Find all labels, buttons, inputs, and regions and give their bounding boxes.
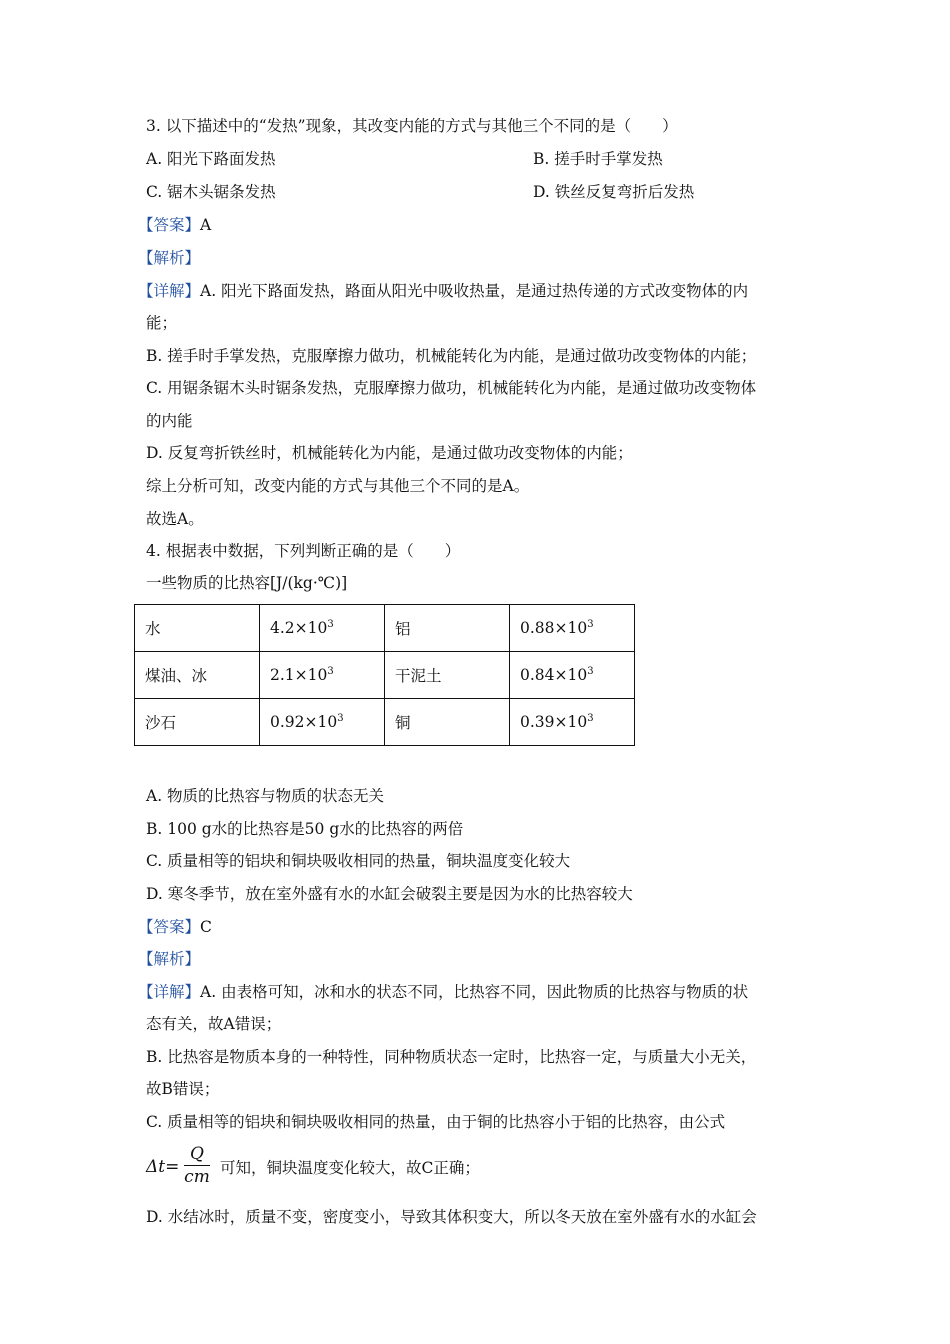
q3-detail-line-2: 能； — [146, 314, 178, 332]
table-cell: $0.39\times 10^3$ — [510, 699, 635, 746]
q4-answer — [138, 917, 212, 937]
table-cell: $2.1\times 10^3$ — [260, 652, 385, 699]
q4-stem: 4. 根据表中数据，下列判断正确的是（ ） — [146, 542, 461, 560]
q3-detail-line-6: D. 反复弯折铁丝时，机械能转化为内能，是通过做功改变物体的内能； — [146, 444, 633, 462]
table-cell: 干泥土 — [385, 652, 510, 699]
q3-analysis-tag: 【解析】 — [138, 249, 201, 267]
table-cell: $4.2\times 10^3$ — [260, 605, 385, 652]
q4-option-d: D. 寒冬季节，放在室外盛有水的水缸会破裂主要是因为水的比热容较大 — [146, 885, 633, 903]
table-cell: 铝 — [385, 605, 510, 652]
q4-table-caption: 一些物质的比热容[J/(kg·℃)] — [146, 574, 348, 592]
answer-value: A — [200, 216, 212, 234]
table-cell: 水 — [135, 605, 260, 652]
formula-numerator: Q — [190, 1144, 204, 1164]
table-row — [135, 652, 635, 699]
answer-tag: 【答案】 — [138, 918, 201, 936]
formula-denominator: cm — [184, 1167, 210, 1187]
q4-detail-line-1 — [138, 982, 748, 1002]
q4-option-b: B. 100 g水的比热容是50 g水的比热容的两倍 — [146, 820, 464, 838]
q3-detail-line-5: 的内能 — [146, 412, 193, 430]
q4-detail-line-5: C. 质量相等的铝块和铜块吸收相同的热量，由于铜的比热容小于铝的比热容，由公式 — [146, 1113, 726, 1131]
table-cell: $0.88\times 10^3$ — [510, 605, 635, 652]
table-cell: 沙石 — [135, 699, 260, 746]
q3-detail-line-7: 综上分析可知，改变内能的方式与其他三个不同的是A。 — [146, 477, 530, 495]
table-cell: $0.92\times 10^3$ — [260, 699, 385, 746]
q3-option-b: B. 搓手时手掌发热 — [533, 150, 663, 168]
detail-text: A. 由表格可知，冰和水的状态不同，比热容不同，因此物质的比热容与物质的状 — [200, 983, 749, 1001]
q3-detail-line-1 — [138, 281, 748, 301]
q4-option-c: C. 质量相等的铝块和铜块吸收相同的热量，铜块温度变化较大 — [146, 852, 571, 870]
table-cell: 铜 — [385, 699, 510, 746]
q3-detail-line-8: 故选A。 — [146, 510, 204, 528]
q3-option-c: C. 锯木头锯条发热 — [146, 183, 276, 201]
table-cell: $0.84\times 10^3$ — [510, 652, 635, 699]
q3-stem: 3. 以下描述中的“发热”现象，其改变内能的方式与其他三个不同的是（ ） — [146, 117, 678, 135]
delta-t-formula — [146, 1144, 216, 1188]
q4-detail-line-7: D. 水结冰时，质量不变，密度变小，导致其体积变大，所以冬天放在室外盛有水的水缸会 — [146, 1208, 757, 1226]
detail-tag: 【详解】 — [138, 983, 201, 1001]
q3-option-d: D. 铁丝反复弯折后发热 — [533, 183, 695, 201]
q4-detail-line-2: 态有关，故A错误； — [146, 1015, 282, 1033]
table-row — [135, 605, 635, 652]
detail-text: A. 阳光下路面发热，路面从阳光中吸收热量，是通过热传递的方式改变物体的内 — [200, 282, 749, 300]
q3-answer — [138, 215, 211, 235]
table-row — [135, 699, 635, 746]
answer-tag: 【答案】 — [138, 216, 201, 234]
specific-heat-table — [134, 604, 635, 746]
q4-detail-line-3: B. 比热容是物质本身的一种特性，同种物质状态一定时，比热容一定，与质量大小无关， — [146, 1048, 757, 1066]
q4-detail-line-6: 可知，铜块温度变化较大，故C正确； — [220, 1159, 480, 1177]
formula-fraction — [184, 1144, 210, 1187]
detail-tag: 【详解】 — [138, 282, 201, 300]
table-cell: 煤油、冰 — [135, 652, 260, 699]
q4-detail-line-4: 故B错误； — [146, 1080, 220, 1098]
q3-option-a: A. 阳光下路面发热 — [146, 150, 276, 168]
q4-analysis-tag: 【解析】 — [138, 950, 201, 968]
answer-value: C — [200, 918, 212, 936]
formula-lhs: Δt= — [146, 1157, 180, 1177]
q3-detail-line-4: C. 用锯条锯木头时锯条发热，克服摩擦力做功，机械能转化为内能，是通过做功改变物体 — [146, 379, 757, 397]
q4-option-a: A. 物质的比热容与物质的状态无关 — [146, 787, 385, 805]
q3-detail-line-3: B. 搓手时手掌发热，克服摩擦力做功，机械能转化为内能，是通过做功改变物体的内能； — [146, 347, 757, 365]
fraction-bar — [184, 1165, 210, 1166]
